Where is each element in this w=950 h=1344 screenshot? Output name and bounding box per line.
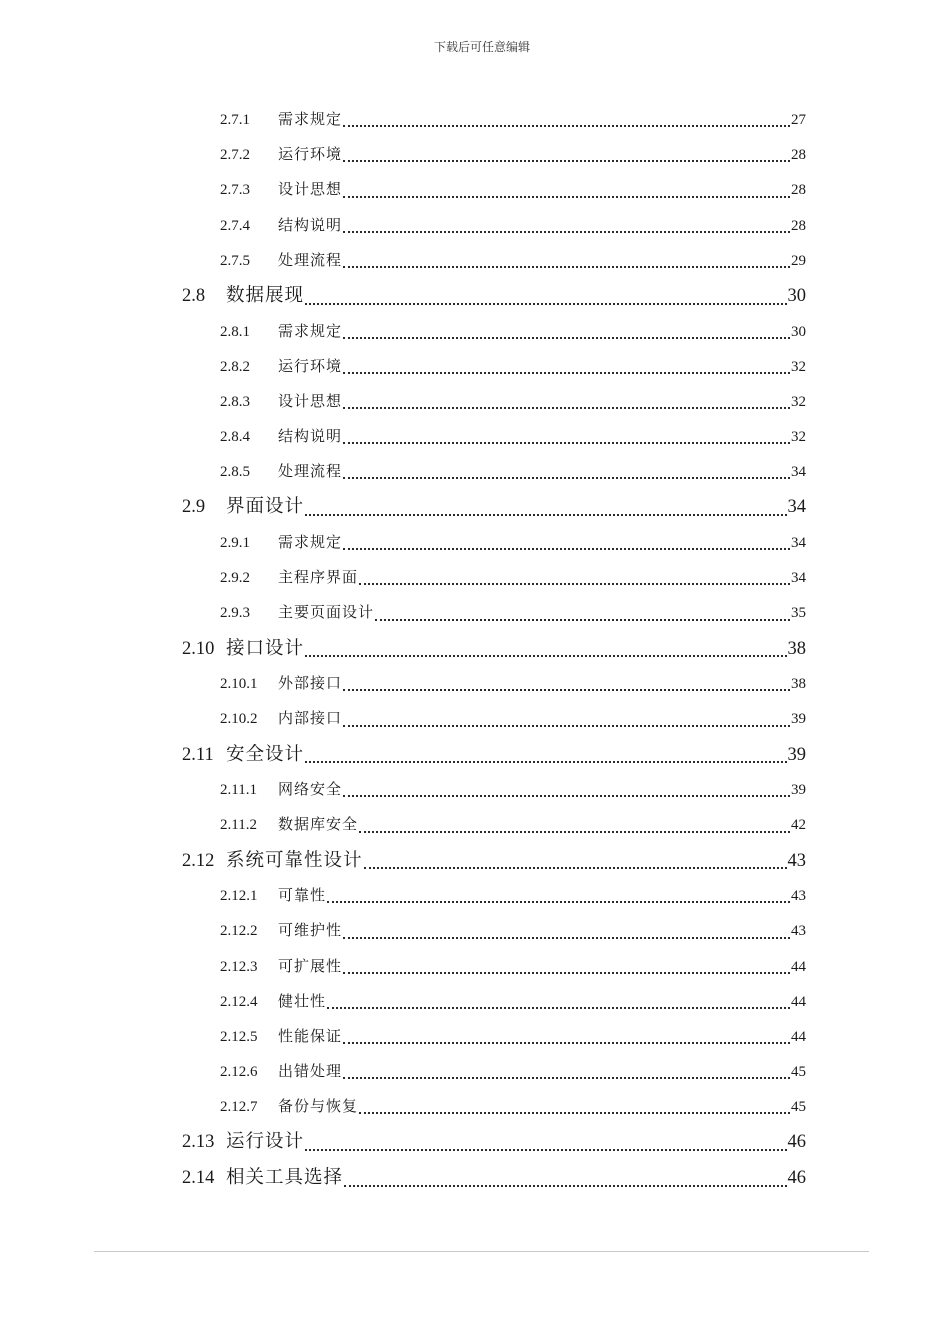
toc-entry-page: 44 [791, 993, 806, 1010]
toc-entry-number: 2.10 [182, 638, 215, 659]
toc-entry-number: 2.13 [182, 1132, 215, 1153]
toc-entry-page: 32 [791, 429, 806, 446]
toc-entry-page: 43 [791, 923, 806, 940]
toc-dot-leader [343, 419, 790, 454]
toc-entry-number: 2.12.4 [220, 993, 258, 1010]
toc-dot-leader [343, 137, 790, 172]
toc-entry-number: 2.7.2 [220, 147, 250, 164]
toc-dot-leader [343, 384, 790, 419]
toc-entry-page: 45 [791, 1064, 806, 1081]
toc-entry-number: 2.9 [182, 497, 206, 518]
toc-entry-number: 2.7.1 [220, 112, 250, 128]
toc-entry-title: 主程序界面 [278, 568, 359, 587]
toc-section-entry[interactable] [182, 489, 806, 525]
toc-subsection-entry[interactable] [182, 560, 806, 595]
toc-entry-number: 2.9.3 [220, 605, 250, 622]
toc-dot-leader [327, 984, 790, 1019]
toc-entry-page: 38 [787, 638, 806, 659]
toc-entry-title: 需求规定 [278, 321, 343, 340]
toc-entry-page: 30 [787, 285, 806, 306]
toc-entry-title: 运行环境 [278, 356, 343, 375]
toc-entry-page: 43 [791, 888, 806, 905]
toc-entry-number: 2.8.2 [220, 358, 250, 375]
toc-subsection-entry[interactable] [182, 243, 806, 278]
toc-subsection-entry[interactable] [182, 1019, 806, 1054]
toc-subsection-entry[interactable] [182, 349, 806, 384]
toc-entry-page: 39 [791, 711, 806, 728]
toc-entry-title: 数据库安全 [278, 815, 359, 834]
toc-dot-leader [343, 172, 790, 207]
toc-entry-title: 界面设计 [226, 496, 305, 518]
toc-entry-number: 2.7.4 [220, 217, 250, 234]
toc-entry-title: 运行设计 [226, 1131, 305, 1153]
toc-entry-page: 46 [787, 1168, 806, 1189]
toc-entry-number: 2.9.2 [220, 570, 250, 587]
toc-entry-title: 处理流程 [278, 462, 343, 481]
toc-entry-title: 相关工具选择 [226, 1167, 344, 1189]
toc-dot-leader [343, 772, 790, 807]
toc-dot-leader [305, 278, 786, 314]
toc-entry-title: 安全设计 [226, 743, 305, 765]
toc-entry-number: 2.9.1 [220, 535, 250, 552]
toc-entry-page: 32 [791, 358, 806, 375]
toc-entry-title: 系统可靠性设计 [226, 849, 363, 871]
toc-entry-number: 2.14 [182, 1168, 215, 1189]
toc-subsection-entry[interactable] [182, 878, 806, 913]
toc-dot-leader [305, 631, 786, 667]
toc-dot-leader [343, 913, 790, 948]
toc-section-entry[interactable] [182, 843, 806, 879]
toc-dot-leader [343, 1019, 790, 1054]
toc-entry-page: 30 [791, 323, 806, 340]
toc-entry-title: 性能保证 [278, 1026, 343, 1045]
toc-dot-leader [305, 489, 786, 525]
toc-entry-title: 接口设计 [226, 637, 305, 659]
toc-entry-title: 网络安全 [278, 780, 343, 799]
toc-entry-number: 2.12.7 [220, 1099, 258, 1116]
toc-entry-page: 34 [791, 464, 806, 481]
toc-entry-page: 46 [787, 1132, 806, 1153]
toc-subsection-entry[interactable] [182, 807, 806, 842]
toc-dot-leader [364, 843, 787, 879]
toc-dot-leader [344, 1160, 786, 1196]
toc-entry-page: 44 [791, 1028, 806, 1045]
toc-subsection-entry[interactable] [182, 666, 806, 701]
toc-subsection-entry[interactable] [182, 913, 806, 948]
toc-entry-page: 34 [787, 497, 806, 518]
toc-entry-title: 主要页面设计 [278, 603, 375, 622]
toc-entry-number: 2.10.1 [220, 676, 258, 693]
toc-entry-page: 34 [791, 535, 806, 552]
toc-entry-number: 2.11 [182, 744, 214, 765]
toc-entry-number: 2.8.3 [220, 393, 250, 410]
toc-entry-number: 2.8 [182, 285, 206, 306]
toc-entry-page: 29 [791, 252, 806, 269]
toc-dot-leader [343, 102, 790, 137]
toc-entry-title: 设计思想 [278, 180, 343, 199]
toc-section-entry[interactable] [182, 278, 806, 314]
toc-entry-number: 2.11.1 [220, 782, 257, 799]
toc-dot-leader [359, 807, 790, 842]
toc-subsection-entry[interactable] [182, 172, 806, 207]
toc-subsection-entry[interactable] [182, 1089, 806, 1124]
toc-entry-number: 2.12.5 [220, 1028, 258, 1045]
toc-entry-page: 34 [791, 570, 806, 587]
toc-entry-page: 28 [791, 147, 806, 164]
toc-dot-leader [375, 595, 790, 630]
toc-entry-page: 28 [791, 182, 806, 199]
toc-entry-number: 2.7.3 [220, 182, 250, 199]
toc-entry-number: 2.8.5 [220, 464, 250, 481]
toc-dot-leader [343, 666, 790, 701]
toc-entry-page: 45 [791, 1099, 806, 1116]
toc-entry-title: 可靠性 [278, 886, 327, 905]
page-header: 下载后可任意编辑 [433, 40, 530, 54]
toc-dot-leader [305, 737, 786, 773]
footer-divider [94, 1251, 869, 1252]
toc-section-entry[interactable] [182, 1160, 806, 1196]
toc-entry-title: 需求规定 [278, 110, 343, 128]
toc-entry-title: 数据展现 [226, 284, 305, 306]
toc-dot-leader [343, 314, 790, 349]
toc-entry-title: 出错处理 [278, 1062, 343, 1081]
toc-entry-title: 运行环境 [278, 145, 343, 164]
toc-entry-page: 28 [791, 217, 806, 234]
toc-entry-title: 设计思想 [278, 391, 343, 410]
toc-entry-page: 39 [787, 744, 806, 765]
toc-subsection-entry[interactable] [182, 1054, 806, 1089]
toc-subsection-entry[interactable] [182, 525, 806, 560]
toc-entry-title: 可扩展性 [278, 956, 343, 975]
toc-section-entry[interactable] [182, 1124, 806, 1160]
toc-subsection-entry[interactable] [182, 984, 806, 1019]
toc-entry-number: 2.11.2 [220, 817, 257, 834]
toc-dot-leader [343, 949, 790, 984]
toc-entry-title: 健壮性 [278, 991, 327, 1010]
toc-entry-page: 42 [791, 817, 806, 834]
toc-entry-title: 外部接口 [278, 674, 343, 693]
toc-entry-title: 需求规定 [278, 533, 343, 552]
toc-subsection-entry[interactable] [182, 384, 806, 419]
toc-section-entry[interactable] [182, 737, 806, 773]
toc-entry-number: 2.12.2 [220, 923, 258, 940]
table-of-contents [182, 102, 806, 1196]
toc-entry-title: 内部接口 [278, 709, 343, 728]
toc-section-entry[interactable] [182, 631, 806, 667]
toc-entry-number: 2.12.1 [220, 888, 258, 905]
toc-entry-number: 2.10.2 [220, 711, 258, 728]
toc-subsection-entry[interactable] [182, 701, 806, 736]
toc-dot-leader [343, 243, 790, 278]
toc-dot-leader [343, 701, 790, 736]
toc-entry-number: 2.8.4 [220, 429, 250, 446]
toc-entry-page: 32 [791, 393, 806, 410]
toc-entry-number: 2.12 [182, 850, 215, 871]
toc-subsection-entry[interactable] [182, 208, 806, 243]
toc-subsection-entry[interactable] [182, 772, 806, 807]
toc-dot-leader [359, 1089, 790, 1124]
toc-dot-leader [343, 208, 790, 243]
toc-entry-title: 备份与恢复 [278, 1097, 359, 1116]
toc-entry-page: 35 [791, 605, 806, 622]
toc-subsection-entry[interactable] [182, 949, 806, 984]
toc-entry-title: 结构说明 [278, 427, 343, 446]
toc-entry-number: 2.7.5 [220, 252, 250, 269]
toc-dot-leader [359, 560, 790, 595]
toc-subsection-entry[interactable] [182, 102, 806, 137]
toc-entry-page: 44 [791, 958, 806, 975]
toc-entry-page: 38 [791, 676, 806, 693]
toc-entry-page: 39 [791, 782, 806, 799]
toc-dot-leader [327, 878, 790, 913]
toc-subsection-entry[interactable] [182, 137, 806, 172]
toc-dot-leader [343, 349, 790, 384]
toc-entry-title: 可维护性 [278, 921, 343, 940]
toc-entry-number: 2.12.3 [220, 958, 258, 975]
toc-subsection-entry[interactable] [182, 419, 806, 454]
toc-dot-leader [305, 1124, 786, 1160]
toc-dot-leader [343, 525, 790, 560]
toc-entry-page: 43 [787, 850, 806, 871]
toc-subsection-entry[interactable] [182, 314, 806, 349]
toc-dot-leader [343, 454, 790, 489]
toc-entry-title: 结构说明 [278, 215, 343, 234]
toc-subsection-entry[interactable] [182, 595, 806, 630]
toc-entry-number: 2.8.1 [220, 323, 250, 340]
toc-dot-leader [343, 1054, 790, 1089]
toc-entry-number: 2.12.6 [220, 1064, 258, 1081]
toc-entry-page: 27 [791, 112, 806, 128]
toc-subsection-entry[interactable] [182, 454, 806, 489]
toc-entry-title: 处理流程 [278, 250, 343, 269]
